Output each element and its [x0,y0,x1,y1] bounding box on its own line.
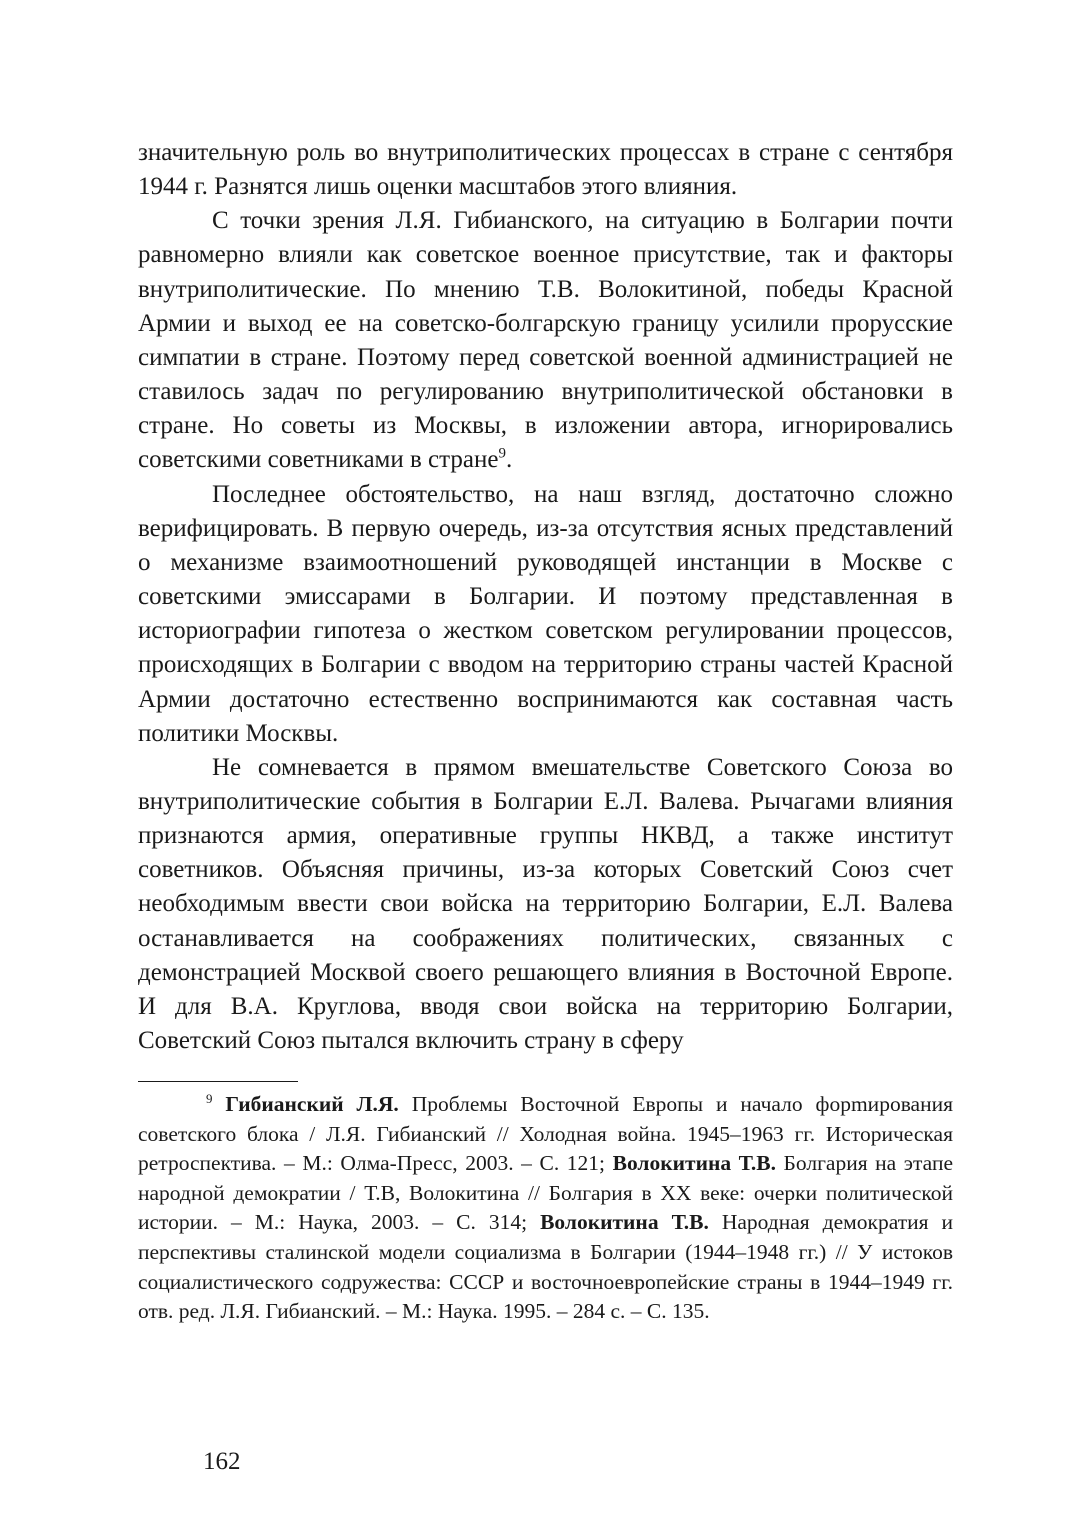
paragraph-1: значительную роль во внутриполитических процессах в стране с сентября 1944 г. Разнятся лишь оценки масштабов этого влияния. [138,139,953,201]
paragraph-2-end: . [505,446,513,474]
footnote-marker: 9 [206,1091,213,1106]
footnote-author-2: Волокитина Т.В. [612,1151,776,1176]
footnote [138,1090,953,1327]
footnote-author-3: Волокитина Т.В. [540,1210,709,1235]
paragraph-3: Последнее обстоятельство, на наш взгляд, достаточно сложно верифицировать. В первую очередь, из-за отсутствия ясных представлений о механизме взаимоотношений руководящей инстанции в Москве с советскими эмиссарами в Болгарии. И поэтому представленная в историографии гипотеза о жестком советском регулировании процессов, происходящих в Болгарии с вводом на территорию страны частей Красной Армии достаточно естественно воспринимаются как составная часть политики Москвы. [138,480,953,747]
footnote-reference[interactable]: 9 [498,446,506,463]
footnote-text-3: Народная демократия и перспективы сталинской модели социализма в Болгарии (1944–1948 гг.) // У истоков социалистического содружества: СССР и восточноевропейские страны в 1944–1949 гг. отв. ред. Л.Я. Гибианский. – М.: Наука. 1995. – 284 с. – С. 135. [138,1210,953,1324]
footnote-text-2: Болгария на этапе народной демократии / Т.В, Волокитина // Болгария в XX веке: очерки политической истории. – М.: Наука, 2003. – С. 314; [138,1151,953,1235]
main-text [138,136,953,1058]
footnote-divider [138,1081,298,1082]
paragraph-2 [138,204,953,477]
page-number: 162 [203,1448,241,1475]
footnote-text-1: Проблемы Восточной Европы и начало форmирования советского блока / Л.Я. Гибианский // Холодная война. 1945–1963 гг. Историческая ретроспектива. – М.: Олма-Пресс, 2003. – С. 121; [138,1092,954,1176]
paragraph-2-text: С точки зрения Л.Я. Гибианского, на ситуацию в Болгарии почти равномерно влияли как советское военное присутствие, так и факторы внутриполитические. По мнению Т.В. Волокитиной, победы Красной Армии и выход ее на советско-болгарскую границу усилили прорусские симпатии в стране. Поэтому перед советской военной администрацией не ставилось задач по регулированию внутриполитической обстановки в стране. Но советы из Москвы, в изложении автора, игнорировались советскими советниками в стране [138,207,953,474]
footnote-author-1: Гибианский Л.Я. [225,1092,399,1116]
paragraph-4: Не сомневается в прямом вмешательстве Советского Союза во внутриполитические события в Болгарии Е.Л. Валева. Рычагами влияния признаются армия, оперативные группы НКВД, а также институт советников. Объясняя причины, из-за которых Советский Союз счет необходимым ввести свои войска на территорию Болгарии, Е.Л. Валева останавливается на соображениях политических, связанных с демонстрацией Москвой своего решающего влияния в Восточной Европе. И для В.А. Круглова, вводя свои войска на территорию Болгарии, Советский Союз пытался включить страну в сферу [138,753,953,1055]
